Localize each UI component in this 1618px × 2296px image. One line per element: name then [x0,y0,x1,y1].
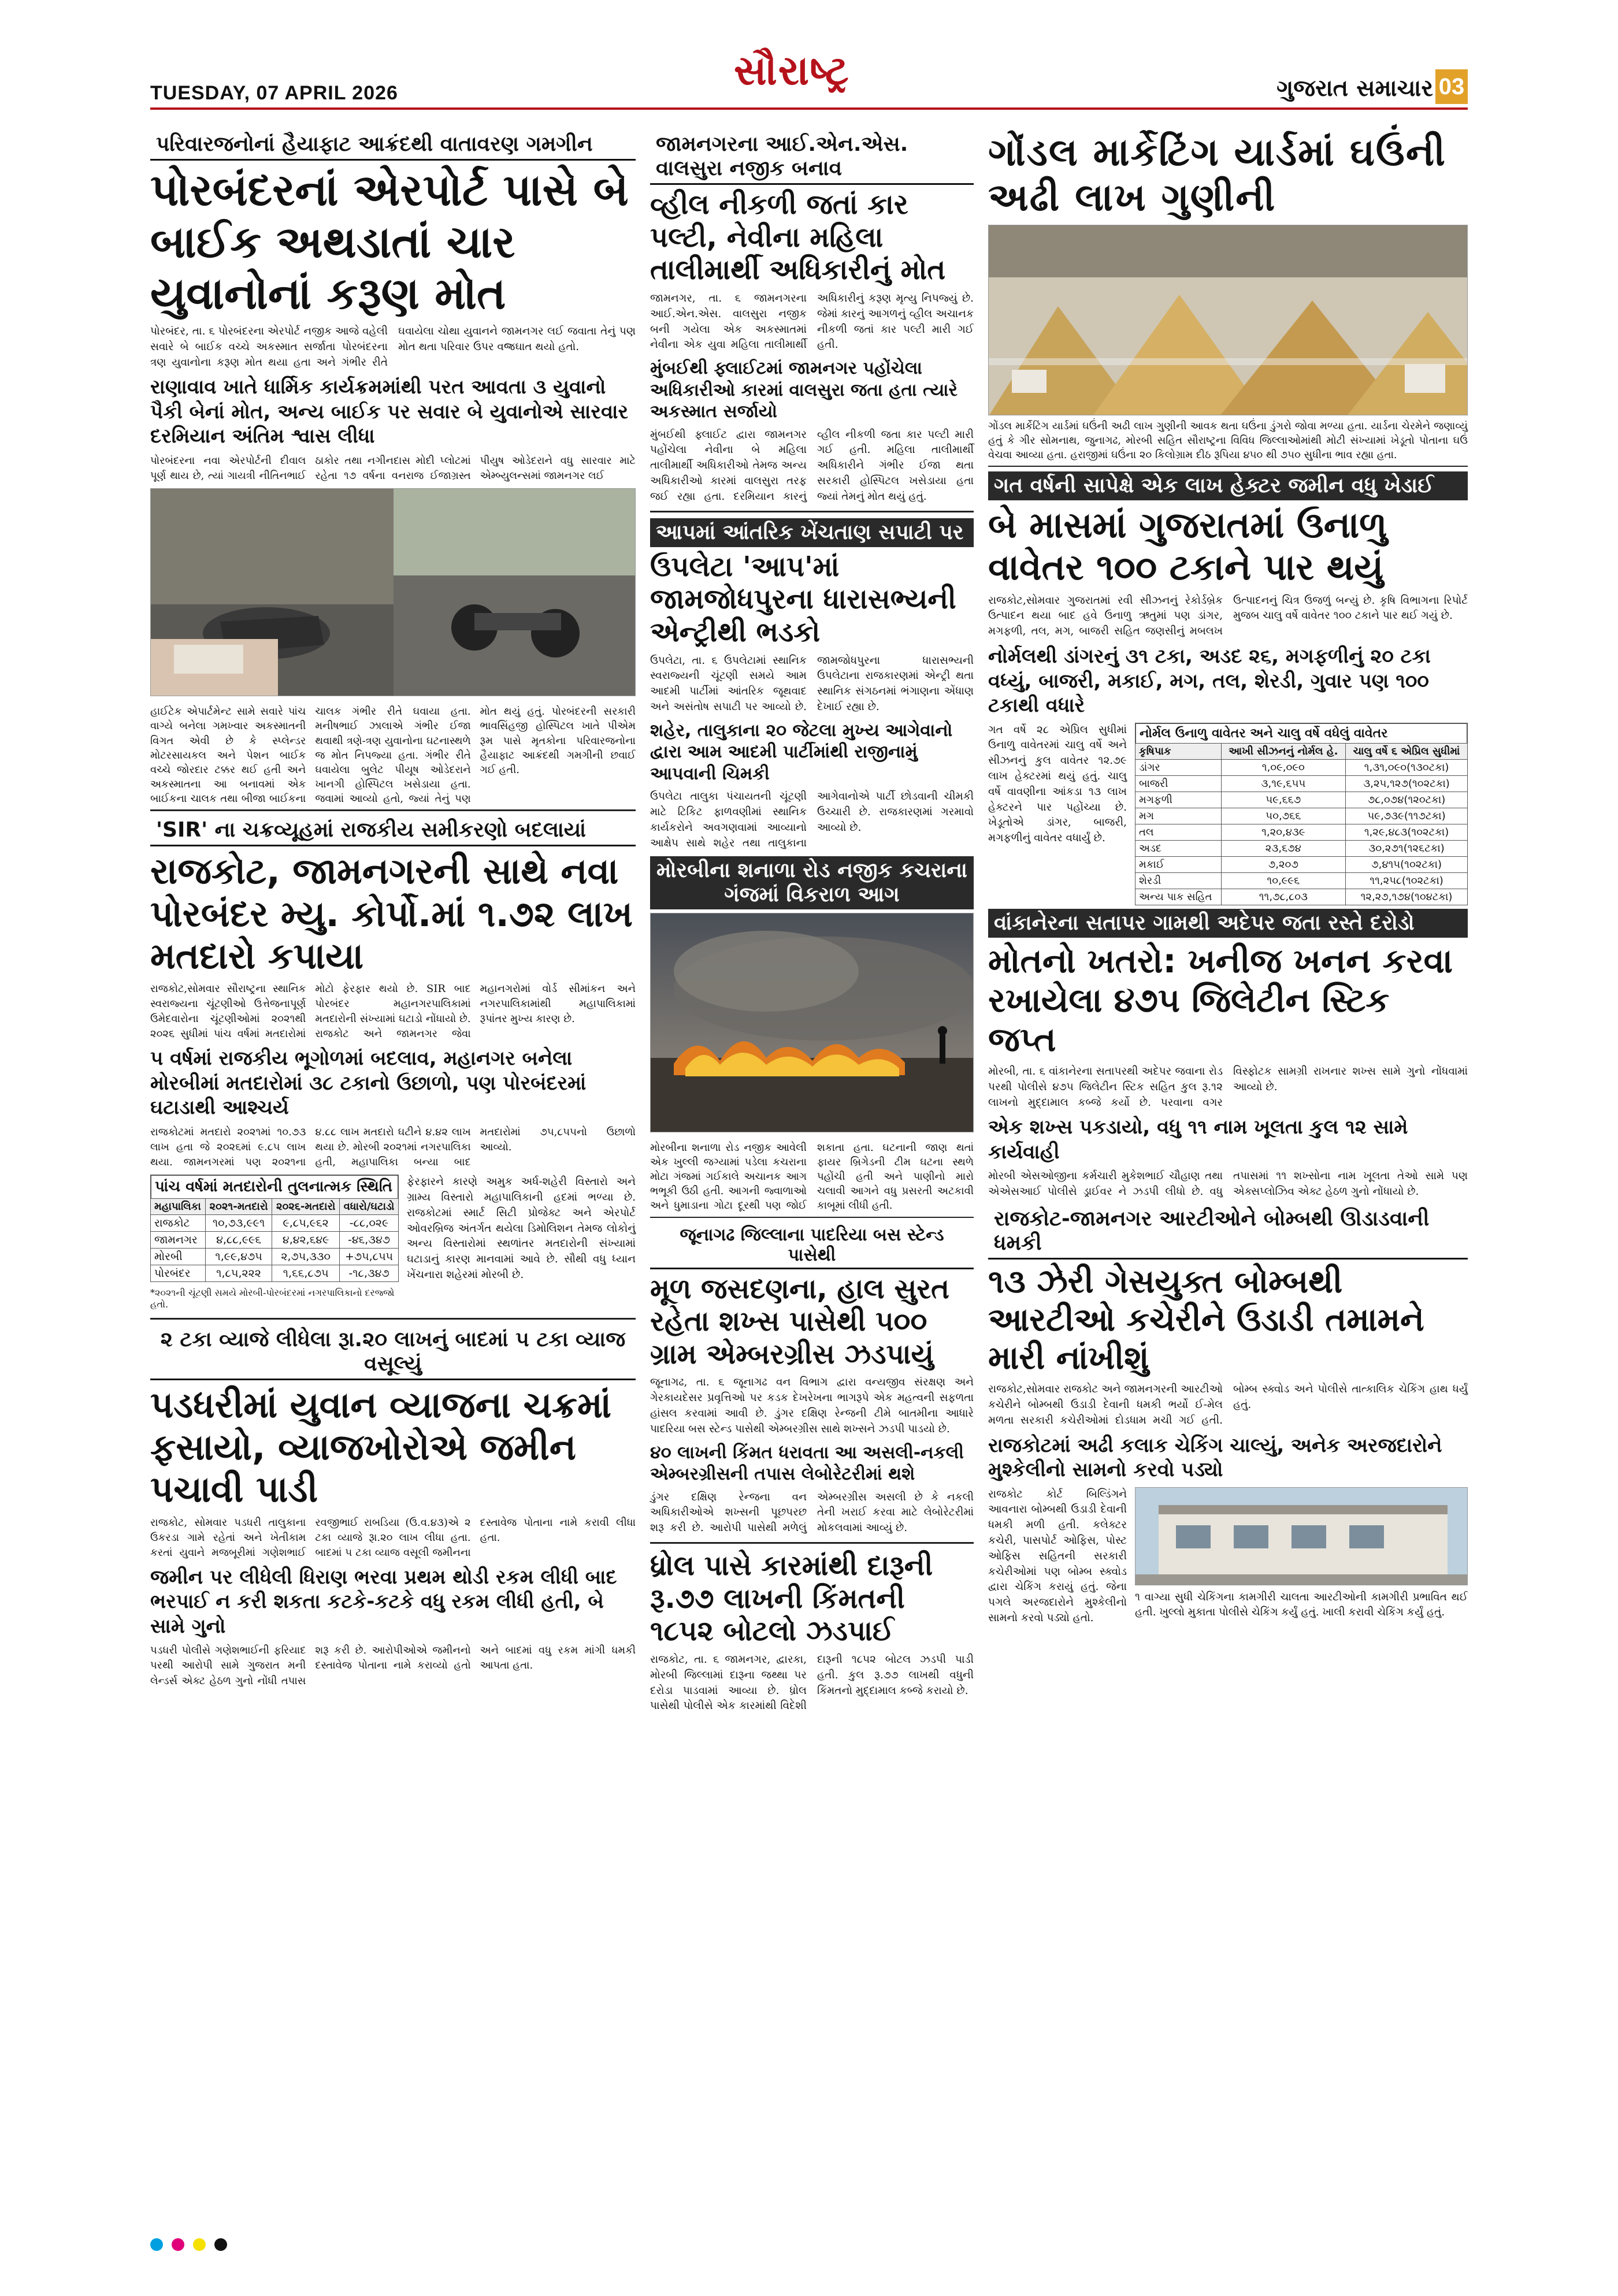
sowing-table-block [988,723,1468,909]
page-number-badge: 03 [1435,69,1468,104]
story-upleta-aap [650,518,974,852]
table-cell: ૩,૧૯,૬૫૫ [1221,775,1346,792]
story-strap: ગત વર્ષની સાપેક્ષે એક લાખ હેક્ટર જમીન વધુ ખેડાઈ [988,471,1468,500]
story-headline: પોરબંદરનાં એરપોર્ટ પાસે બે બાઈક અથડાતાં ચાર યુવાનોનાં કરૂણ મોત [150,164,629,319]
table-cell: ૧૧,૭૮,૮૦૩ [1221,889,1346,905]
photo-caption: ગોંડલ માર્કેટિંગ યાર્ડમાં ઘઉંની અઢી લાખ ગુણીની આવક થતા ઘઉંના ડુંગરો જોવા મળ્યા હતા. યાર્ડના ચેરમેને જણાવ્યું હતું કે ગીર સોમનાથ, જુનાગઢ, મોરબી સહિત સૌરાષ્ટ્રના વિવિધ જિલ્લાઓમાંથી મોટી સંખ્યામાં ખેડૂતો પોતાના ઘઉં વેચવા આવ્યા હતા. હરાજીમાં ઘઉંના ૨૦ કિલોગ્રામ દીઠ રૂપિયા ૪૫૦ થી ૭૫૦ સુધીના ભાવ રહ્યા હતા. [988,415,1468,467]
table-cell: ૧,૨૦,૪૩૯ [1221,824,1346,840]
table-cell: ૯,૮૫,૯૬૨ [272,1215,340,1232]
table-row [151,1215,399,1232]
story-summer-sowing [988,471,1468,908]
table-cell: ૫૯,૭૩૯(૧૧૭ટકા) [1346,808,1468,824]
table-row [1135,872,1468,889]
table-header: ૨૦૨૧-મતદારો [205,1199,272,1215]
story-body: પોરબંદરના નવા એરપોર્ટની દીવાલ પૂર્ણ થાય છે, ત્યાં ગાયત્રી નીતિનભાઈ ઠાકોર તથા નગીનદાસ મોદી પ્લોટમાં રહેતા ૧૭ વર્ષના વનરાજ ઈજાગ્રસ્ત પીયુષ ઓડેદરાને વધુ સારવાર માટે એમ્બ્યુલન્સમાં જામનગર લઈ [150,454,636,482]
table-header: ચાલુ વર્ષે ૬ એપ્રિલ સુધીમાં [1346,743,1468,759]
story-body: જૂનાગઢ, તા. ૬ જૂનાગઢ વન વિભાગ દ્વારા વન્યજીવ સંરક્ષણ અને ગેરકાયદેસર પ્રવૃત્તિઓ પર કડક દેખરેખના ભાગરૂપે એક મહત્વની સફળતા હાંસલ કરવામાં આવી છે. ડુંગર દક્ષિણ રેન્જની ટીમે બાતમીના આધારે પાદરિયા બસ સ્ટેન્ડ પાસેથી એમ્બરગ્રીસ સાથે શખ્સને ઝડપી પાડયો છે. [650,1376,974,1435]
black-mark [214,2238,227,2251]
table-row [151,1232,399,1249]
divider [650,511,974,512]
story-body: રાજકોટમાં મતદારો ૨૦૨૧માં ૧૦.૭૩ લાખ હતા જે ૨૦૨૬માં ૯.૮૫ લાખ થયા. જામનગરમાં પણ ૨૦૨૧ના ૪.૮૮ લાખ મતદારો ઘટીને ૪.૪૨ લાખ થયા છે. મોરબી ૨૦૨૧માં નગરપાલિકા હતી, મહાપાલિકા બન્યા બાદ મતદારોમાં ૭૫,૮૫૫નો ઉછાળો આવ્યો. [150,1125,636,1168]
table-row [151,1249,399,1265]
table-cell: ૭૮,૦૭૪(૧૨૦ટકા) [1346,792,1468,808]
voters-table-wrap [150,1175,399,1312]
table-cell: -૪૬,૩૪૭ [340,1232,399,1249]
story-gondal-wheat [988,130,1468,467]
table-row [1135,824,1468,840]
table-cell: ૩૦,૨૭૧(૧૨૬ટકા) [1346,840,1468,856]
table-cell: ૩,૨૫,૧૨૭(૧૦૨ટકા) [1346,775,1468,792]
story-body: રાજકોટ,સોમવાર સૌરાષ્ટ્રના સ્થાનિક સ્વરાજ્યના ચૂંટણીઓ ઉત્તેજનાપૂર્ણ ઉમેદવારોના ચૂંટણીઓમાં ૨૦૨૧થી ૨૦૨૬ સુધીમાં પાંચ વર્ષમાં મતદારોમાં મોટો ફેરફાર થયો છે. SIR બાદ પોરબંદર મહાનગરપાલિકામાં મતદારોની સંખ્યામાં ઘટાડો નોંધાયો છે. રાજકોટ અને જામનગર જેવા મહાનગરોમાં વોર્ડ સીમાંકન અને નગરપાલિકામાંથી મહાપાલિકામાં રૂપાંતર મુખ્ય કારણ છે. [150,982,636,1041]
table-cell: પોરબંદર [151,1265,206,1282]
table-row [1135,792,1468,808]
story-subhead: નોર્મલથી ડાંગરનું ૩૧ ટકા, અડદ ૨૬, મગફળીનું ૨૦ ટકા વધ્યું, બાજરી, મકાઈ, મગ, તલ, શેરડી, ગુવાર પણ ૧૦૦ ટકાથી વધારે [988,645,1431,718]
rto-building-image [1135,1488,1468,1585]
story-body: રાજકોટ, તા. ૬ જામનગર, દ્વારકા, મોરબી જિલ્લામાં દારૂના જથ્થા પર દરોડા પાડવામાં આવ્યા છે. ધ્રોલ પાસેથી પોલીસે એક કારમાંથી વિદેશી દારૂની ૧૮૫૨ બોટલ ઝડપી પાડી હતી. કુલ રૂ.૭૭ લાખથી વધુની કિંમતનો મુદ્દામાલ કબ્જે કરાયો છે. [650,1653,974,1712]
story-body: રાજકોટ,સોમવાર રાજકોટ અને જામનગરની આરટીઓ કચેરીને બોમ્બથી ઉડાડી દેવાની ધમકી ભર્યો ઈ-મેલ મળતા સરકારી કચેરીઓમાં દોડધામ મચી ગઈ હતી. બોમ્બ સ્ક્વોડ અને પોલીસે તાત્કાલિક ચેકિંગ હાથ ધર્યું હતું. [988,1383,1468,1426]
table-cell: ૧૦,૯૯૬ [1221,872,1346,889]
story-subhead: રાણાવાવ ખાતે ધાર્મિક કાર્યક્રમમાંથી પરત આવતા ૩ યુવાનો પૈકી બેનાં મોત, અન્ય બાઈક પર સવાર બે યુવાનોએ સારવાર દરમિયાન અંતિમ શ્વાસ લીધા [150,376,629,448]
table-cell: ૪,૮૮,૯૯૬ [205,1232,272,1249]
story-sir-voters [150,816,636,1312]
story-strap: જામનગરના આઈ.એન.એસ. વાલસુરા નજીક બનાવ [650,130,974,185]
rto-building-photo [1135,1487,1468,1585]
table-cell: રાજકોટ [151,1215,206,1232]
table-row [1135,856,1468,872]
story-body: પડધરી પોલીસે ગણેશભાઈની ફરિયાદ પરથી આરોપી સામે ગુજરાત મની લેન્ડર્સ એક્ટ હેઠળ ગુનો નોંધી તપાસ શરૂ કરી છે. આરોપીઓએ જમીનનો દસ્તાવેજ પોતાના નામે કરાવ્યો હતો અને બાદમાં વધુ રકમ માંગી ધમકી આપતા હતા. [150,1644,636,1687]
divider [650,1542,974,1544]
photo-caption: મોરબીના શનાળા રોડ નજીક આવેલી એક ખુલ્લી જગ્યામાં પડેલા કચરાના મોટા ગંજમાં ગઈકાલે અચાનક આગ ભભૂકી ઉઠી હતી. આગની જ્વાળાઓ અને ધુમાડાના ગોટા દૂરથી પણ જોઈ શકાતા હતા. ઘટનાની જાણ થતાં ફાયર બ્રિગેડની ટીમ ઘટના સ્થળે પહોંચી હતી અને પાણીનો મારો ચલાવી આગને વધુ પ્રસરતી અટકાવી કાબૂમાં લીધી હતી. [650,1137,974,1218]
wheat-photo [988,225,1468,415]
story-porbandar-accident [150,130,636,811]
story-body: રાજકોટ, સોમવાર પડધરી તાલુકાના ઉકરડા ગામે રહેતાં અને ખેતીકામ કરતાં યુવાને મજબૂરીમાં ગણેશભાઈ રવજીભાઈ રાબડિયા (ઉ.વ.૪૩)એ ૨ ટકા વ્યાજે રૂા.૨૦ લાખ લીધા હતા. બાદમાં ૫ ટકા વ્યાજ વસૂલી જમીનના દસ્તાવેજ પોતાના નામે કરાવી લીધા હતા. [150,1516,636,1559]
divider [150,1318,636,1320]
story-ambergris [650,1223,974,1537]
table-row [1135,889,1468,905]
story-body: ઉપલેટા, તા. ૬ ઉપલેટામાં સ્થાનિક સ્વરાજ્યની ચૂંટણી સમયે આમ આદમી પાર્ટીમાં આંતરિક જૂથવાદ અને અસંતોષ સપાટી પર આવ્યો છે. જામજોધપુરના ધારાસભ્યની ઉપલેટાના રાજકારણમાં એન્ટ્રી થતા સ્થાનિક સંગઠનમાં ભંગાણના એંધાણ દેખાઈ રહ્યા છે. [650,654,974,713]
table-cell: ૧,૬૬,૮૭૫ [272,1265,340,1282]
table-cell: ૨૩,૬૭૪ [1221,840,1346,856]
story-subhead: શહેર, તાલુકાના ૨૦ જેટલા મુખ્ય આગેવાનો દ્વારા આમ આદમી પાર્ટીમાંથી રાજીનામું આપવાની ચિમકી [650,720,953,784]
story-headline: ગોંડલ માર્કેટિંગ યાર્ડમાં ઘઉંની અઢી લાખ ગુણીની [988,130,1446,220]
table-cell: ૧,૦૯,૦૯૦ [1221,759,1346,775]
story-strap: રાજકોટ-જામનગર આરટીઓને બોમ્બથી ઊડાડવાની ધમકી [988,1205,1468,1260]
table-title: નોર્મલ ઉનાળુ વાવેતર અને ચાલુ વર્ષે વધેલું વાવેતર [1135,723,1468,743]
story-navy-officer [650,130,974,505]
fire-scene-image [651,913,974,1132]
table-row [1135,840,1468,856]
story-body: રાજકોટ કોર્ટ બિલ્ડિંગને આવનારા બોમ્બથી ઉડાડી દેવાની ધમકી મળી હતી. કલેક્ટર કચેરી, પાસપોર્ટ ઓફિસ, પોસ્ટ ઓફિસ સહિતની સરકારી કચેરીઓમાં પણ બોમ્બ સ્ક્વોડ દ્વારા ચેકિંગ કરાયું હતું. જેના પગલે અરજદારોને મુશ્કેલીનો સામનો કરવો પડ્યો હતો. [988,1488,1127,1625]
table-header: આખી સીઝનનું નોર્મલ હે. [1221,743,1346,759]
voters-table-block [150,1175,636,1312]
story-strap: વાંકાનેરના સતાપર ગામથી અદેપર જતા રસ્તે દરોડો [988,909,1468,938]
story-subhead: એક શખ્સ પકડાયો, વધુ ૧૧ નામ ખૂલતા કુલ ૧૨ સામે કાર્યવાહી [988,1116,1408,1164]
column-middle [650,130,974,1719]
story-subhead: જમીન પર લીધેલી ધિરાણ ભરવા પ્રથમ થોડી રકમ લીધી બાદ ભરપાઈ ન કરી શકતા કટકે-કટકે વધુ રકમ લીધી હતી, બે સામે ગુનો [150,1565,617,1638]
table-cell: ૧૨,૨૭,૧૭૪(૧૦૪ટકા) [1346,889,1468,905]
table-cell: તલ [1135,824,1222,840]
story-headline: બે માસમાં ગુજરાતમાં ઉનાળુ વાવેતર ૧૦૦ ટકાને પાર થયું [988,504,1387,589]
table-row [1135,808,1468,824]
masthead [150,46,1468,110]
table-header: મહાપાલિકા [151,1199,206,1215]
story-strap: જૂનાગઢ જિલ્લાના પાદરિયા બસ સ્ટેન્ડ પાસેથી [650,1223,974,1269]
story-morbi-fire [650,856,974,1218]
story-headline: મૂળ જસદણના, હાલ સુરત રહેતા શખ્સ પાસેથી ૫૦૦ ગ્રામ એમ્બરગ્રીસ ઝડપાયું [650,1272,949,1370]
cyan-mark [150,2238,163,2251]
sowing-table [1135,743,1468,905]
fire-photo [650,913,974,1132]
story-body: રાજકોટ,સોમવાર ગુજરાતમાં રવી સીઝનનું રેકોર્ડબ્રેક ઉત્પાદન થયા બાદ હવે ઉનાળુ ઋતુમાં પણ ડાંગર, મગફળી, તલ, મગ, બાજરી સહિત જણસીનું મબલખ ઉત્પાદનનું ચિત્ર ઉજળું બન્યું છે. કૃષિ વિભાગના રિપોર્ટ મુજબ ચાલુ વર્ષે વાવેતર ૧૦૦ ટકાને પાર થઈ ગયું છે. [988,594,1468,638]
story-headline: પડધરીમાં યુવાન વ્યાજના ચક્રમાં ફસાયો, વ્યાજખોરોએ જમીન પચાવી પાડી [150,1384,611,1511]
table-cell: મગફળી [1135,792,1222,808]
voters-table [150,1198,399,1282]
table-title: પાંચ વર્ષમાં મતદારોની તુલનાત્મક સ્થિતિ [150,1175,399,1198]
story-headline: મોતનો ખતરો: ખનીજ ખનન કરવા રખાયેલા ૪૭૫ જિલેટીન સ્ટિક જપ્ત [988,941,1453,1060]
table-cell: અડદ [1135,840,1222,856]
edition-date: TUESDAY, 07 APRIL 2026 [150,82,398,104]
registration-marks [150,2238,1468,2256]
story-body: ગત વર્ષે ૨૮ એપ્રિલ સુધીમાં ઉનાળુ વાવેતરમાં ચાલુ વર્ષે અને સીઝનનું કુલ વાવેતર ૧૨.૭૯ લાખ હેક્ટરમાં થયું હતું. ચાલુ વર્ષે વાવણીના આંકડા ૧૩ લાખ હેક્ટરને પાર પહોંચ્યા છે. ખેડૂતોએ ડાંગર, બાજરી, મગફળીનું વાવેતર વધાર્યું છે. [988,723,1127,845]
story-strap: ૨ ટકા વ્યાજે લીધેલા રૂા.૨૦ લાખનું બાદમાં ૫ ટકા વ્યાજ વસૂલ્યું [150,1325,636,1380]
paper-name: ગુજરાત સમાચાર [1276,75,1433,102]
table-cell: મકાઈ [1135,856,1222,872]
table-row [151,1265,399,1282]
table-cell: -૮૮,૦૨૯ [340,1215,399,1232]
story-strap: પરિવારજનોનાં હૈયાફાટ આક્રંદથી વાતાવરણ ગમગીન [150,130,636,161]
table-header: કૃષિપાક [1135,743,1222,759]
table-cell: બાજરી [1135,775,1222,792]
wheat-yard-image [989,225,1468,415]
table-cell: શેરડી [1135,872,1222,889]
story-padadhari-loan [150,1325,636,1689]
table-cell: ૧૦,૭૩,૯૯૧ [205,1215,272,1232]
story-body: જામનગર, તા. ૬ જામનગરના આઈ.એન.એસ. વાલસુરા નજીક બની ગયેલા એક અકસ્માતમાં નેવીના એક યુવા મહિલા તાલીમાર્થી અધિકારીનું કરૂણ મૃત્યુ નિપજ્યું છે. જેમાં કારનું આગળનું વ્હીલ અચાનક નીકળી જતાં કાર પલ્ટી મારી ગઈ હતી. [650,292,974,351]
story-headline: ૧૩ ઝેરી ગેસયુક્ત બોમ્બથી આરટીઓ કચેરીને ઉડાડી તમામને મારી નાંખીશું [988,1262,1424,1377]
table-row [1135,759,1468,775]
table-row [1135,775,1468,792]
table-cell: ૨,૭૫,૩૩૦ [272,1249,340,1265]
story-strap: મોરબીના શનાળા રોડ નજીક કચરાના ગંજમાં વિકરાળ આગ [650,856,974,909]
story-body: ફેરફારને કારણે અમુક અર્ધ-શહેરી વિસ્તારો અને ગ્રામ્ય વિસ્તારો મહાપાલિકાની હદમાં ભળ્યા છે. રાજકોટમાં સ્માર્ટ સિટી પ્રોજેક્ટ અને એરપોર્ટ ઓવરબ્રિજ અંતર્ગત થયેલા ડિમોલિશન તેમજ લોકોનું અન્ય વિસ્તારોમાં સ્થળાંતર મતદારોની સંખ્યામાં ઘટાડાનું કારણ માનવામાં આવે છે. સૌથી વધુ ધ્યાન ખેંચનારા શહેરમાં મોરબી છે. [407,1176,636,1281]
section-brand: સૌરાષ્ટ્ર [734,46,850,94]
story-subhead: મુંબઈથી ફ્લાઈટમાં જામનગર પહોંચેલા અધિકારીઓ કારમાં વાલસુરા જતા હતા ત્યારે અકસ્માત સર્જાયો [650,358,958,422]
story-body: મોરબી એસઓજીના કર્મચારી મુકેશભાઈ ચૌહાણ તથા એએસઆઈ પોલીસે ડ્રાઈવર ને ઝડપી લીધો છે. વધુ તપાસમાં ૧૧ શખ્સોના નામ ખૂલતા તેઓ સામે પણ એક્સપ્લોઝિવ એક્ટ હેઠળ ગુનો નોંધાયો છે. [988,1170,1468,1198]
table-cell: -૧૮,૩૪૭ [340,1265,399,1282]
story-headline: ધ્રોલ પાસે કારમાંથી દારૂની રૂ.૭૭ લાખની કિંમતની ૧૮૫૨ બોટલો ઝડપાઈ [650,1550,933,1648]
photo-caption: હાઈટેક એપાર્ટમેન્ટ સામે સવારે પાંચ વાગ્યે બનેલા ગમખ્વાર અકસ્માતની વિગત એવી છે કે સ્પ્લેન્ડર મોટરસાયકલ અને પેશન બાઈક વચ્ચે જોરદાર ટક્કર થઈ હતી અને અકસ્માતના આ બનાવમાં એક બાઈકના ચાલક તથા બીજા બાઈકના ચાલક ગંભીર રીતે ઘવાયા હતા. મનીષભાઈ ઝાલાએ ગંભીર ઈજા થવાથી ત્રણે-ત્રણ યુવાનોના ઘટનાસ્થળે જ મોત નિપજ્યા હતા. ગંભીર રીતે ઘવાયેલા બુલેટ પીયૂષ ઓડેદરાને ખાનગી હોસ્પિટલ ખસેડાયા હતા. જવામાં આવ્યો હતો, જ્યાં તેનું પણ મોત થયું હતું. પોરબંદરની સરકારી ભાવસિંહજી હોસ્પિટલ ખાતે પીએમ રૂમ પાસે મૃતકોના પરિવારજનોના હૈયાફાટ આક્રંદથી ગમગીની છવાઈ ગઈ હતી. [150,701,636,811]
story-gelatin-seized [988,909,1468,1200]
accident-photo [150,488,636,696]
column-left [150,130,636,1693]
story-headline: વ્હીલ નીકળી જતાં કાર પલ્ટી, નેવીના મહિલા તાલીમાર્થી અધિકારીનું મોત [650,188,946,287]
photo-caption: ૧ વાગ્યા સુધી ચેકિંગના કામગીરી ચાલતા આરટીઓની કામગીરી પ્રભાવિત થઈ હતી. ખુલ્લો મુકાતા પોલીસે ચેકિંગ કર્યું હતું. ખાલી કરાવી ચેકિંગ કર્યું હતું. [1135,1591,1468,1619]
magenta-mark [172,2238,184,2251]
story-subhead: રાજકોટમાં અઢી કલાક ચેકિંગ ચાલ્યું, અનેક અરજદારોને મુશ્કેલીનો સામનો કરવો પડ્યો [988,1433,1442,1482]
story-headline: ઉપલેટા 'આપ'માં જામજોધપુરના ધારાસભ્યની એન્ટ્રીથી ભડકો [650,550,956,648]
table-header: ૨૦૨૬-મતદારો [272,1199,340,1215]
table-note: *૨૦૨૧ની ચૂંટણી સમયે મોરબી-પોરબંદરમાં નગરપાલિકાનો દરજ્જો હતો. [150,1287,395,1310]
masthead-rule [150,107,1468,110]
yellow-mark [193,2238,206,2251]
table-cell: +૭૫,૮૫૫ [340,1249,399,1265]
accident-scene-image [151,489,636,696]
story-body: પોરબંદર, તા. ૬ પોરબંદરના એરપોર્ટ નજીક આજે વહેલી સવારે બે બાઈક વચ્ચે અકસ્માત સર્જાતા પોરબંદરના ત્રણ યુવાનોના કરૂણ મોત થયા હતા અને ગંભીર રીતે ઘવાયેલા ચોથા યુવાનને જામનગર લઈ જવાતા તેનું પણ મોત થતા પરિવાર ઉપર વજ્રઘાત થયો હતો. [150,325,636,369]
table-cell: ૧૧,૨૫૮(૧૦૨ટકા) [1346,872,1468,889]
story-headline: રાજકોટ, જામનગરની સાથે નવા પોરબંદર મ્યુ. કોર્પો.માં ૧.૭૨ લાખ મતદારો કપાયા [150,850,633,977]
table-cell: ૪,૪૨,૬૪૯ [272,1232,340,1249]
story-subhead: ૪૦ લાખની કિંમત ધરાવતા આ અસલી-નકલી એમ્બરગ્રીસની તપાસ લેબોરેટરીમાં થશે [650,1442,964,1485]
rto-photo-wrap [1135,1487,1468,1631]
table-cell: ૭,૨૦૭ [1221,856,1346,872]
story-strap: આપમાં આંતરિક ખેંચતાણ સપાટી પર [650,518,974,547]
story-body: મુંબઈથી ફ્લાઈટ દ્વારા જામનગર પહોંચેલા નેવીના બે મહિલા તાલીમાર્થી અધિકારીઓ તેમજ અન્ય અધિકારીઓ કારમાં વાલસુરા તરફ જઈ રહ્યા હતા. દરમિયાન કારનું વ્હીલ નીકળી જતા કાર પલ્ટી મારી ગઈ હતી. મહિલા તાલીમાર્થી અધિકારીને ગંભીર ઈજા થતા સરકારી હોસ્પિટલ ખસેડાયા હતા જ્યાં તેમનું મોત થયું હતું. [650,428,974,503]
table-cell: મોરબી [151,1249,206,1265]
table-cell: ૭,૪૧૫(૧૦૨ટકા) [1346,856,1468,872]
story-body: ઉપલેટા તાલુકા પંચાયતની ચૂંટણી માટે ટિકિટ ફાળવણીમાં સ્થાનિક કાર્યકરોને અવગણવામાં આવ્યાનો આક્ષેપ સાથે શહેર તથા તાલુકાના આગેવાનોએ પાર્ટી છોડવાની ચીમકી ઉચ્ચારી છે. રાજકારણમાં ગરમાવો આવ્યો છે. [650,790,974,849]
table-cell: ૫૦,૭૬૬ [1221,808,1346,824]
table-cell: મગ [1135,808,1222,824]
story-subhead: ૫ વર્ષમાં રાજકીય ભૂગોળમાં બદલાવ, મહાનગર બનેલા મોરબીમાં મતદારોમાં ૩૮ ટકાનો ઉછાળો, પણ પોરબંદરમાં ઘટાડાથી આશ્ચર્ય [150,1047,587,1120]
story-dhrol-liquor [650,1550,974,1714]
sowing-table-wrap [1135,723,1468,909]
column-right [988,130,1468,1631]
table-cell: જામનગર [151,1232,206,1249]
rto-photo-block [988,1487,1468,1631]
table-header: વધારો/ઘટાડો [340,1199,399,1215]
table-cell: અન્ય પાક સહિત [1135,889,1222,905]
table-cell: ૧,૯૯,૪૭૫ [205,1249,272,1265]
story-rto-bomb-threat [988,1205,1468,1631]
table-cell: ૧,૮૫,૨૨૨ [205,1265,272,1282]
story-strap: 'SIR' ના ચક્રવ્યૂહમાં રાજકીય સમીકરણો બદલાયાં [150,816,636,846]
story-body: મોરબી, તા. ૬ વાંકાનેરના સતાપરથી અદેપર જવાના રોડ પરથી પોલીસે ૪૭૫ જિલેટીન સ્ટિક સહિત કુલ રૂ.૧૨ લાખનો મુદ્દામાલ કબ્જે કર્યો છે. પરવાના વગર વિસ્ફોટક સામગ્રી રાખનાર શખ્સ સામે ગુનો નોંધવામાં આવ્યો છે. [988,1065,1468,1109]
table-cell: ડાંગર [1135,759,1222,775]
table-cell: ૧,૨૯,૪૮૩(૧૦૨ટકા) [1346,824,1468,840]
table-cell: ૫૯,૬૬૭ [1221,792,1346,808]
story-body: ડુંગર દક્ષિણ રેન્જના વન અધિકારીઓએ શખ્સની પૂછપરછ શરૂ કરી છે. આરોપી પાસેથી મળેલું એમ્બરગ્રીસ અસલી છે કે નકલી તેની ખરાઈ કરવા માટે લેબોરેટરીમાં મોકલવામાં આવ્યું છે. [650,1491,974,1535]
table-cell: ૧,૩૧,૦૯૦(૧૩૦ટકા) [1346,759,1468,775]
